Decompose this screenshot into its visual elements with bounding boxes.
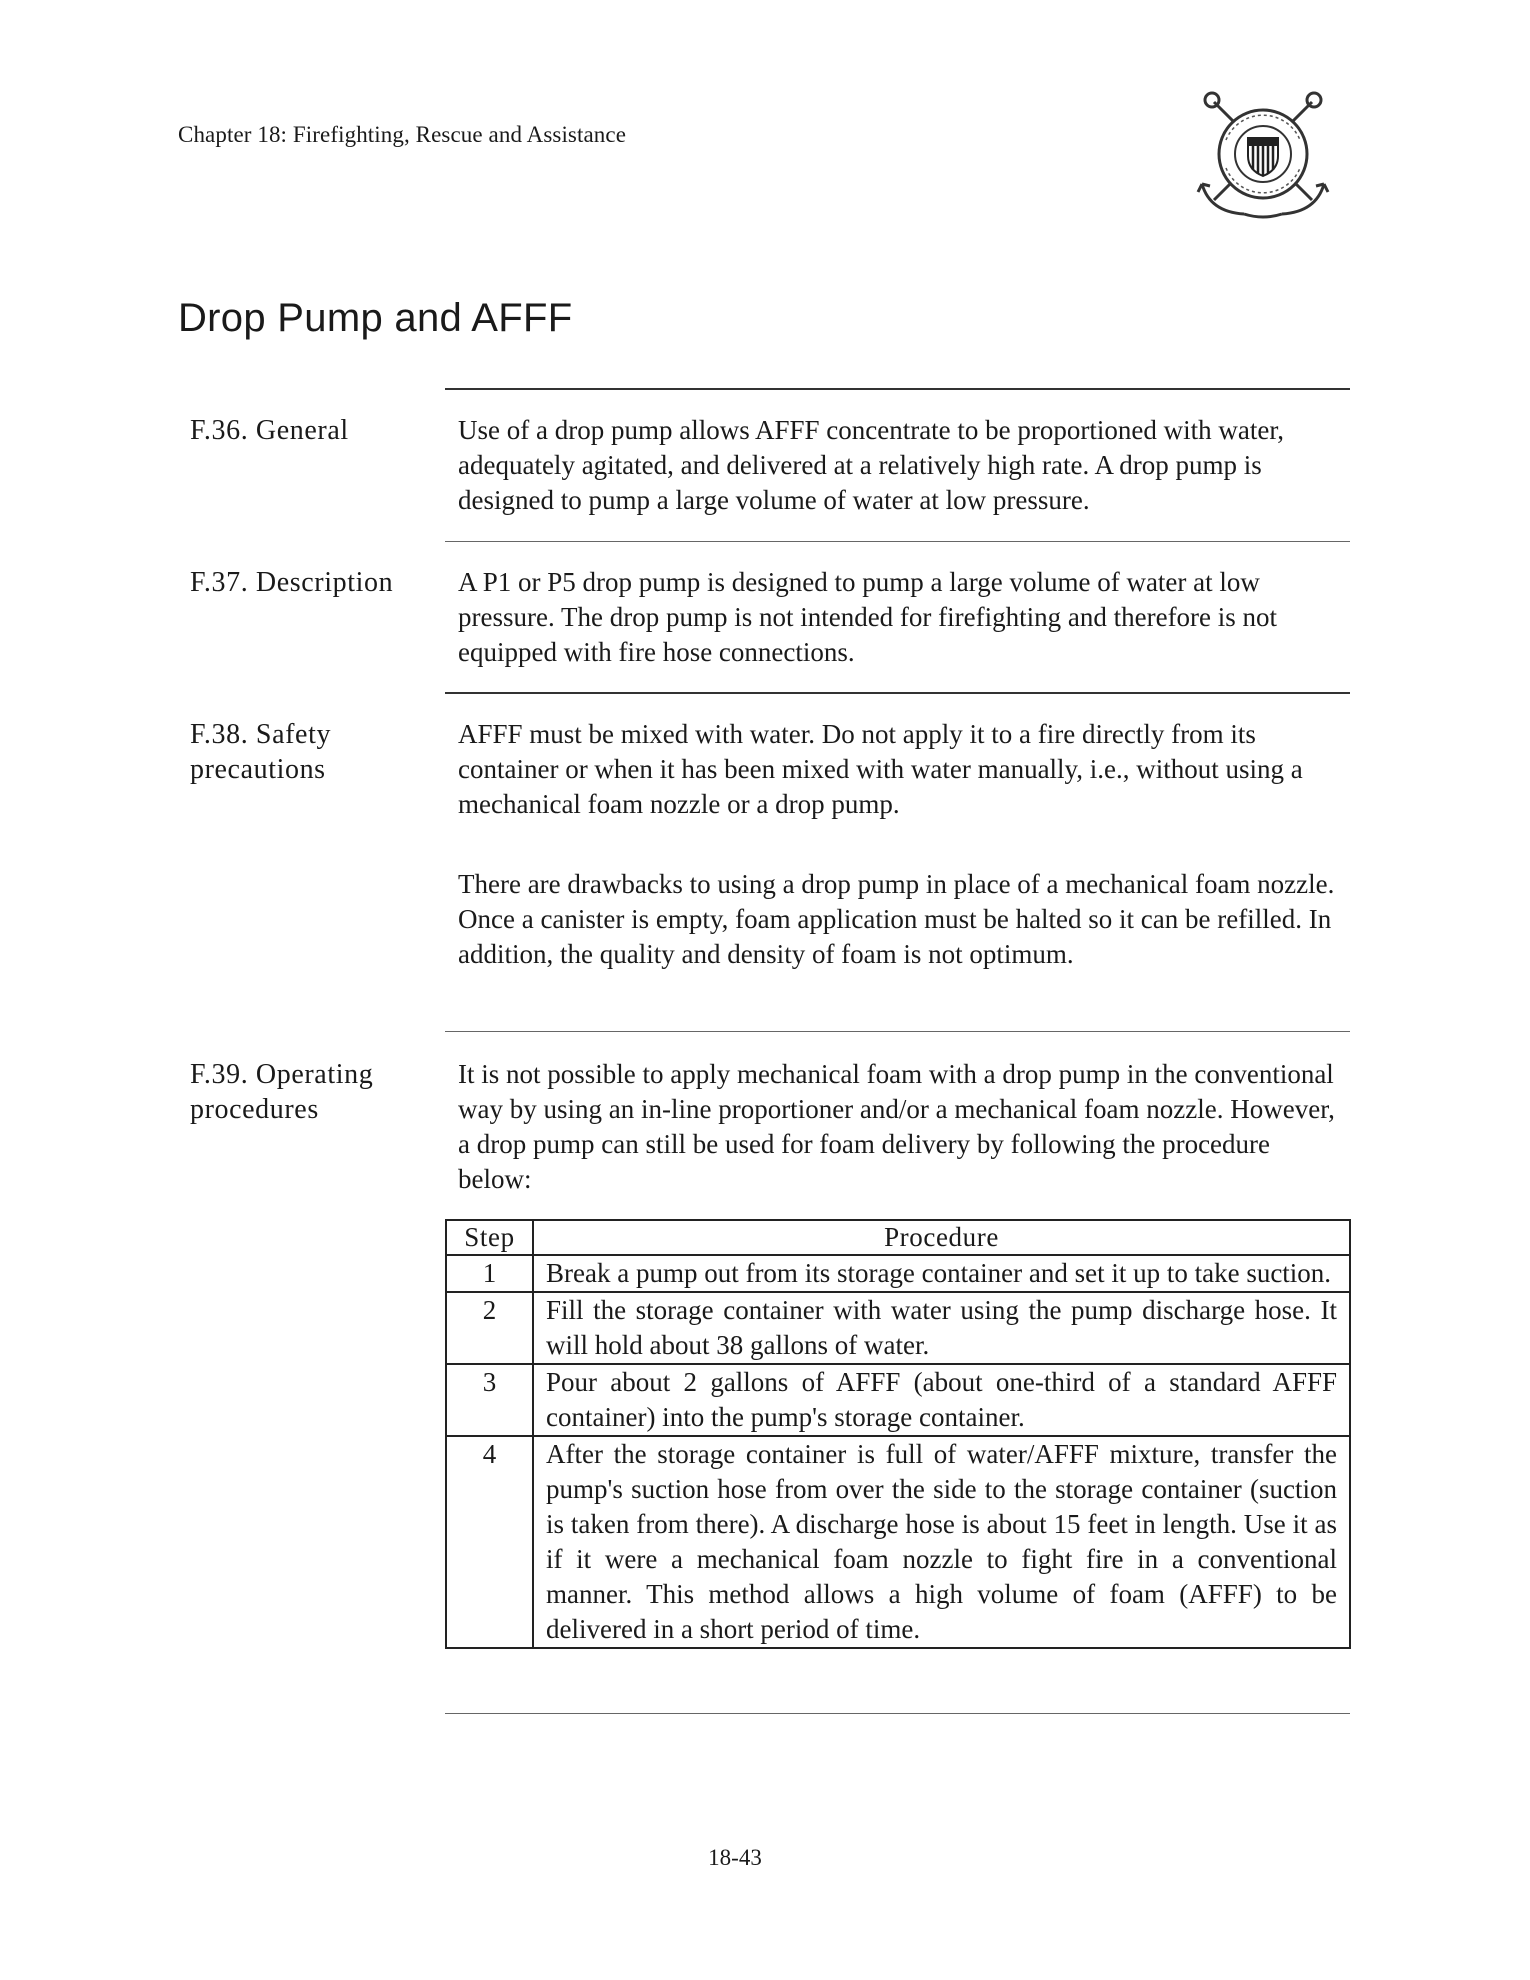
section-paragraph: AFFF must be mixed with water. Do not apply it to a fire directly from its container or when it has been mixed with water manually, i.e., without using a mechanical foam nozzle or a drop pump.: [458, 719, 1303, 819]
table-row: [446, 1255, 1350, 1292]
page-number: 18-43: [708, 1845, 762, 1870]
section-label-safety-precautions: F.38. Safety precautions: [190, 719, 332, 785]
step-number: 2: [446, 1292, 533, 1364]
section-label-general: F.36. General: [190, 415, 349, 446]
section-label-operating-procedures: F.39. Operating procedures: [190, 1059, 374, 1125]
table-row: [446, 1436, 1350, 1648]
coast-guard-seal-icon: [1196, 88, 1330, 222]
section-paragraph: There are drawbacks to using a drop pump in place of a mechanical foam nozzle. Once a canister is empty, foam application must be halted so it can be refilled. In addition, the quality and density of foam is not optimum.: [458, 869, 1335, 969]
procedure-table: [445, 1219, 1351, 1649]
step-number: 1: [446, 1255, 533, 1292]
section-divider: [445, 1713, 1350, 1714]
section-divider: [445, 692, 1350, 694]
step-procedure: Break a pump out from its storage container and set it up to take suction.: [533, 1255, 1350, 1292]
section-paragraph: It is not possible to apply mechanical foam with a drop pump in the conventional way by using an in-line proportioner and/or a mechanical foam nozzle. However, a drop pump can still be used for foam delivery by following the procedure below:: [458, 1059, 1335, 1194]
table-header-row: [446, 1220, 1350, 1255]
table-row: [446, 1292, 1350, 1364]
chapter-header: Chapter 18: Firefighting, Rescue and Assistance: [178, 122, 626, 147]
step-number: 4: [446, 1436, 533, 1648]
column-header-procedure: Procedure: [533, 1220, 1350, 1255]
table-row: [446, 1364, 1350, 1436]
step-number: 3: [446, 1364, 533, 1436]
step-procedure: Pour about 2 gallons of AFFF (about one-third of a standard AFFF container) into the pump's storage container.: [533, 1364, 1350, 1436]
section-paragraph: Use of a drop pump allows AFFF concentrate to be proportioned with water, adequately agitated, and delivered at a relatively high rate. A drop pump is designed to pump a large volume of water at low pressure.: [458, 415, 1285, 515]
section-divider: [445, 388, 1350, 390]
section-divider: [445, 541, 1350, 542]
step-procedure: Fill the storage container with water using the pump discharge hose. It will hold about 38 gallons of water.: [533, 1292, 1350, 1364]
step-procedure: After the storage container is full of water/AFFF mixture, transfer the pump's suction hose from over the side to the storage container (suction is taken from there). A discharge hose is about 15 feet in length. Use it as if it were a mechanical foam nozzle to fight fire in a conventional manner. This method allows a high volume of foam (AFFF) to be delivered in a short period of time.: [533, 1436, 1350, 1648]
section-label-description: F.37. Description: [190, 567, 394, 598]
page-title: Drop Pump and AFFF: [178, 296, 573, 340]
section-paragraph: A P1 or P5 drop pump is designed to pump a large volume of water at low pressure. The drop pump is not intended for firefighting and therefore is not equipped with fire hose connections.: [458, 567, 1278, 667]
column-header-step: Step: [446, 1220, 533, 1255]
section-divider: [445, 1031, 1350, 1032]
